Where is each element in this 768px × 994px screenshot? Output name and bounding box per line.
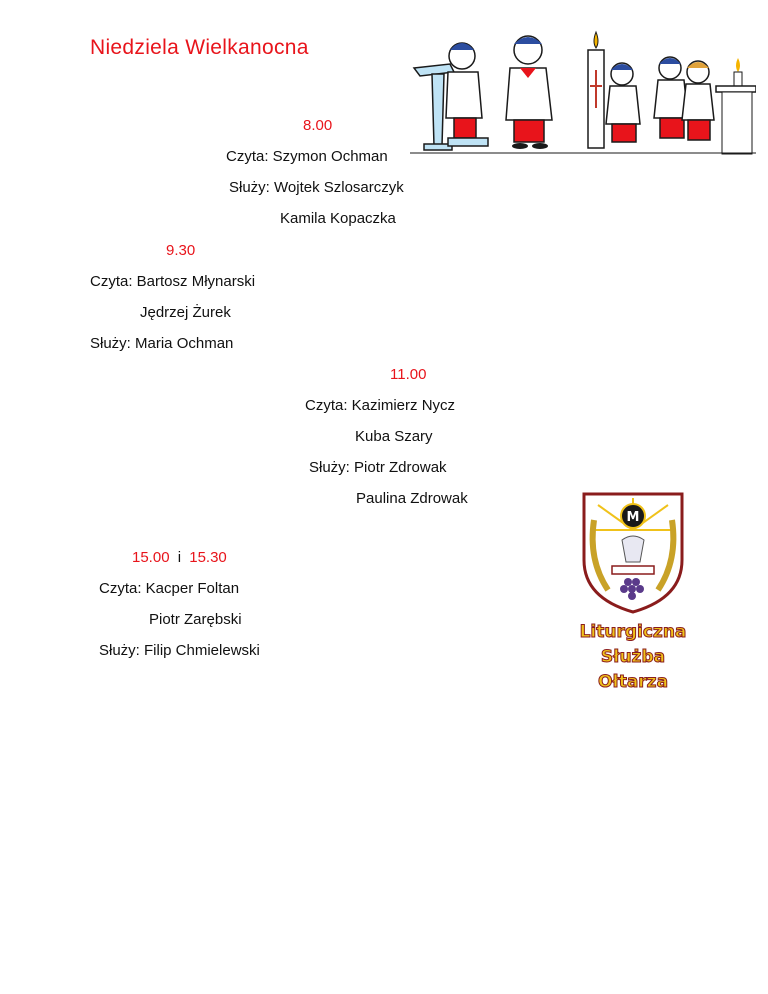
servant-figure	[682, 61, 714, 140]
mass-time-1500: 15.00	[132, 549, 170, 566]
server-line: Służy: Maria Ochman	[90, 335, 234, 352]
emblem-shield-icon	[578, 490, 688, 615]
reader-line: Czyta: Szymon Ochman	[226, 148, 388, 165]
reader-line: Czyta: Bartosz Młynarski	[90, 273, 256, 290]
reader-line: Jędrzej Żurek	[140, 304, 231, 321]
servant-figure	[446, 43, 488, 146]
server-line: Paulina Zdrowak	[356, 490, 468, 507]
reader-line: Piotr Zarębski	[149, 611, 242, 628]
server-line: Służy: Wojtek Szlosarczyk	[229, 179, 404, 196]
emblem-letter: M	[626, 510, 640, 525]
time-joiner: i	[177, 549, 182, 566]
reader-line: Czyta: Kazimierz Nycz	[305, 397, 456, 414]
servant-figure	[654, 57, 688, 138]
mass-time-1100: 11.00	[390, 366, 427, 383]
page-title: Niedziela Wielkanocna	[90, 36, 309, 59]
mass-time-0800: 8.00	[303, 117, 333, 134]
emblem-text-line: Ołtarza	[597, 672, 669, 692]
server-line: Kamila Kopaczka	[280, 210, 396, 227]
emblem-text-line: Służba	[600, 647, 666, 667]
servant-figure	[506, 36, 552, 149]
servant-figure	[606, 63, 640, 142]
mass-time-afternoon	[132, 549, 227, 567]
mass-time-0930: 9.30	[166, 242, 196, 259]
reader-line: Kuba Szary	[355, 428, 433, 445]
altar-candle-icon	[716, 58, 756, 154]
server-line: Służy: Filip Chmielewski	[99, 642, 260, 659]
paschal-candle-icon	[588, 32, 604, 148]
emblem-text-line: Liturgiczna	[579, 622, 687, 642]
reader-line: Czyta: Kacper Foltan	[99, 580, 240, 597]
server-line: Służy: Piotr Zdrowak	[309, 459, 447, 476]
altar-servers-illustration	[410, 28, 756, 158]
mass-time-1530: 15.30	[189, 549, 227, 566]
lso-emblem	[578, 490, 688, 695]
